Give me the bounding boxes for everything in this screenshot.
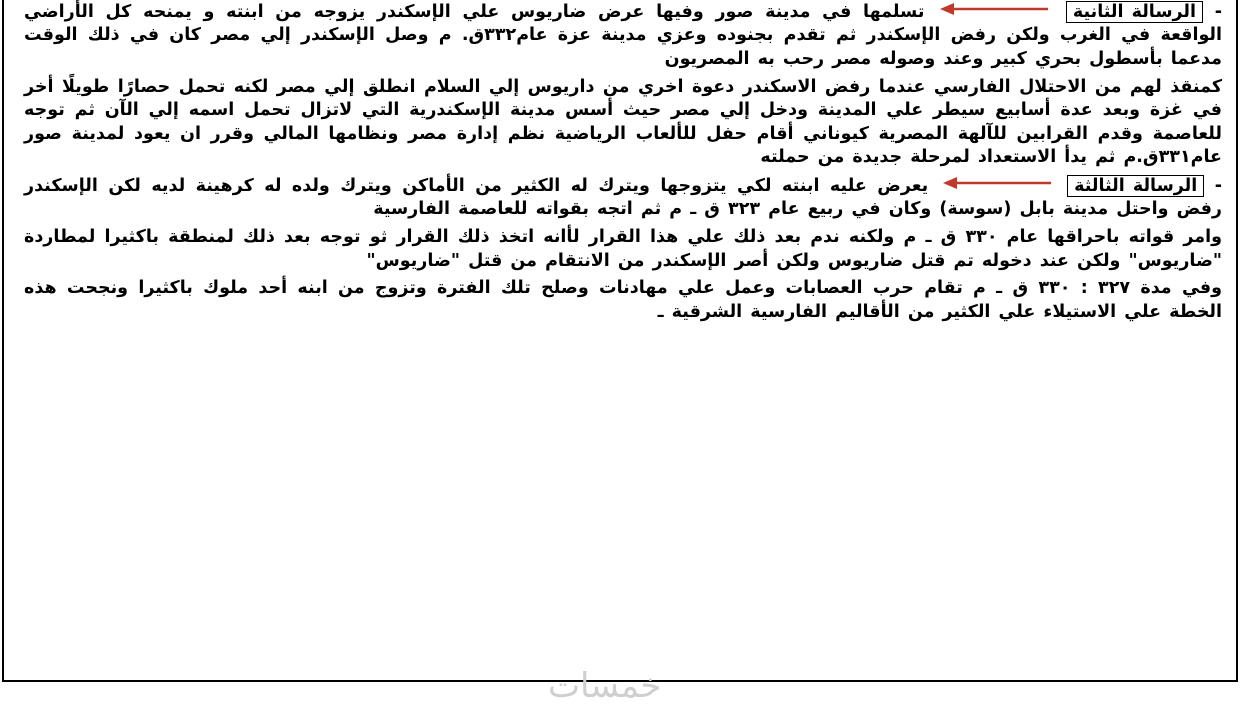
section2-heading: الرسالة الثانية [1066,1,1203,23]
arrow-left-icon [940,0,1050,24]
section2-paragraph-2: كمنقذ لهم من الاحتلال الفارسي عندما رفض الاسكندر دعوة اخري من داريوس إلي السلام انطلق إلي مصر لكنه تحمل حصارًا طويلًا أخر في غزة وبعد عدة أسابيع سيطر علي المدينة ودخل إلي مصر حيث أسس مدينة الإسكندرية التي لاتزال تحمل اسمه إلي الآن ثم توجه للعاصمة وقدم القرابين للآلهة المصرية كيوناني أقام حفل للألعاب الرياضية نظم إدارة مصر ونظامها المالي وقرر ان يعود لمدينة صور عام٣٣١ق.م ثم يدأ الاستعداد لمرحلة جديدة من حملته [24,76,1222,168]
section3-paragraph-3: وفي مدة ٣٢٧ : ٣٣٠ ق ـ م تقام حرب العصابات وعمل علي مهادنات وصلح تلك الفترة وتزوج من ابنه أحد ملوك باكثيرا ونجحت هذه الخطة علي الاستيلاء علي الكثير من الأقاليم الفارسية الشرقية ـ [24,278,1222,322]
watermark-logo: خمسات [548,666,662,706]
arrow-left-icon [943,174,1053,198]
section2-intro-text: تسلمها في مدينة صور وفيها عرض ضاريوس علي الإسكندر يزوجه من ابنته و يمنحه كل الأراضي الواقعة في الغرب ولكن رفض الإسكندر ثم تقدم بجنوده وعزي مدينة عزة عام٣٣٢ق. م وصل الإسكندر إلي مصر كان في ذلك الوقت مدعما بأسطول بحري كبير وعند وصوله مصر رحب به المصريون [24,1,1222,69]
section3-intro-paragraph [24,174,1222,222]
section3-bullet: - [1214,175,1222,196]
section2-bullet: - [1214,1,1222,22]
section3-heading: الرسالة الثالثة [1067,175,1204,197]
section3-paragraph-2: وامر قواته باحراقها عام ٣٣٠ ق ـ م ولكنه ندم بعد ذلك علي هذا القرار لأانه اتخذ ذلك القرار ثو توجه بعد ذلك لمنطقة باكثيرا لمطاردة "ضاريوس" ولكن عند دخوله تم قتل ضاريوس ولكن أصر الإسكندر من الانتقام من قتل "ضاريوس" [24,226,1222,271]
document-page [2,0,1238,682]
section3-intro-text: يعرض عليه ابنته لكي يتزوجها ويترك له الكثير من الأماكن ويترك ولده له كرهينة لديه لكن الإسكندر رفض واحتل مدينة بابل (سوسة) وكان في ربيع عام ٣٢٣ ق ـ م ثم اتجه بقواته للعاصمة الفارسية [24,175,1222,220]
section2-intro-paragraph [24,0,1222,72]
document-content [24,0,1222,324]
